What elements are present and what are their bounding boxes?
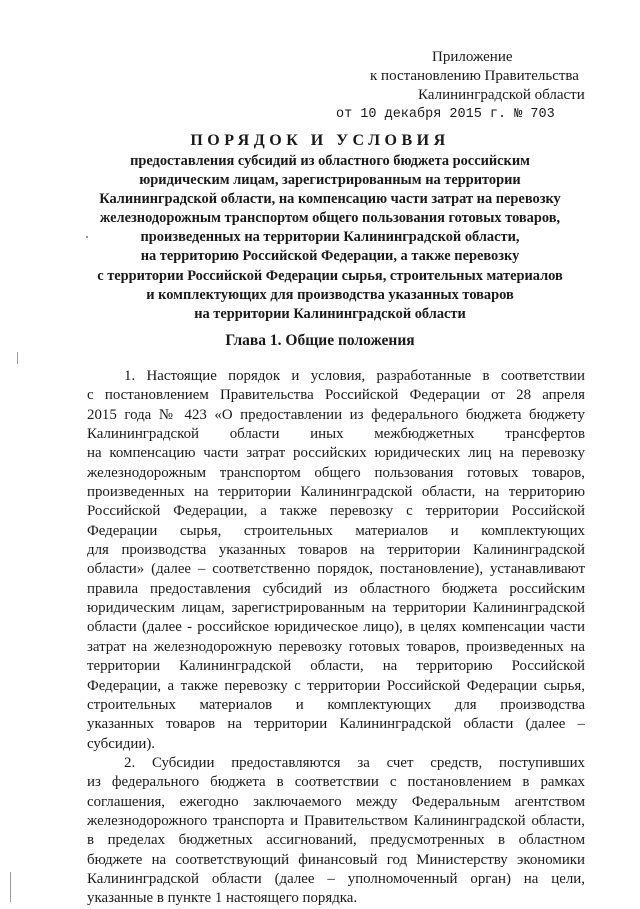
subtitle-line: Калининградской области, на компенсацию части затрат на перевозку: [99, 191, 561, 208]
paragraph-line: затрат на железнодорожную перевозку готовых товаров, произведенных на: [87, 638, 585, 655]
paragraph-line: правила предоставления субсидий из областного бюджета российским: [87, 580, 585, 597]
scan-margin-mark: [10, 872, 11, 902]
appendix-date-number: от 10 декабря 2015 г. № 703: [336, 107, 555, 122]
paragraph-line: соглашения, ежегодно заключаемого между Федеральным агентством: [87, 793, 585, 810]
paragraph-line: на компенсацию части затрат российских юридических лиц на перевозку: [87, 445, 585, 462]
paragraph-line: Российской Федерации, а также перевозку с территории Российской: [87, 503, 585, 520]
subtitle-line: с территории Российской Федерации сырья, строительных материалов: [97, 267, 563, 284]
subtitle-line: юридическим лицам, зарегистрированным на территории: [139, 172, 521, 189]
paragraph-line: для производства указанных товаров на территории Калининградской: [87, 542, 585, 559]
paragraph-line: 2015 года № 423 «О предоставлении из федерального бюджета бюджету: [87, 406, 585, 423]
appendix-decree-ref: к постановлению Правительства: [370, 68, 579, 84]
document-title: ПОРЯДОК И УСЛОВИЯ: [190, 132, 450, 149]
scan-margin-mark: [86, 236, 88, 238]
subtitle-line: произведенных на территории Калининградской области,: [140, 229, 520, 246]
document-subtitle: [70, 152, 590, 324]
appendix-label: Приложение: [432, 49, 513, 65]
paragraph-line: Калининградской области (далее – уполномоченный орган) на цели,: [87, 870, 585, 887]
subtitle-line: железнодорожным транспортом общего пользования готовых товаров,: [99, 210, 561, 227]
appendix-block: [300, 48, 600, 124]
appendix-region: Калининградской области: [418, 87, 585, 103]
paragraph-line: 2. Субсидии предоставляются за счет средств, поступивших: [124, 754, 585, 771]
scan-margin-mark: [17, 352, 18, 364]
paragraph-1: [87, 367, 585, 754]
paragraph-line: из федерального бюджета в соответствии с постановлением в рамках: [87, 774, 585, 791]
paragraph-line: строительных материалов и комплектующих для производства: [87, 696, 585, 713]
paragraph-line: субсидии).: [87, 735, 156, 752]
paragraph-line: области (далее - российское юридическое лицо), в целях компенсации части: [87, 619, 585, 636]
paragraph-line: юридическим лицам, зарегистрированным на территории Калининградской: [87, 600, 585, 617]
paragraph-line: бюджете на соответствующий финансовый год Министерству экономики: [87, 851, 585, 868]
subtitle-line: на территории Калининградской области: [194, 305, 466, 322]
subtitle-line: на территорию Российской Федерации, а также перевозку: [140, 248, 520, 265]
paragraph-line: железнодорожного транспорта и Правительством Калининградской области,: [87, 812, 585, 829]
document-body: [87, 367, 585, 909]
paragraph-line: с постановлением Правительства Российской Федерации от 28 апреля: [87, 387, 585, 404]
subtitle-line: предоставления субсидий из областного бюджета российским: [130, 153, 530, 169]
paragraph-line: 1. Настоящие порядок и условия, разработанные в соответствии: [124, 368, 585, 384]
paragraph-line: железнодорожным транспортом общего пользования готовых товаров,: [87, 464, 585, 481]
paragraph-line: Федерации, а также перевозку с территории Российской Федерации сырья,: [87, 677, 585, 694]
paragraph-line: указанных товаров на территории Калининградской области (далее –: [87, 716, 585, 733]
paragraph-line: произведенных на территории Калининградской области, на территорию: [87, 484, 585, 501]
paragraph-line: области» (далее – соответственно порядок, постановление), устанавливают: [87, 561, 585, 578]
paragraph-line: Федерации сырья, строительных материалов и комплектующих: [87, 522, 585, 539]
chapter-heading: Глава 1. Общие положения: [225, 332, 415, 349]
paragraph-line: указанные в пункте 1 настоящего порядка.: [87, 890, 358, 907]
paragraph-line: в пределах бюджетных ассигнований, предусмотренных в областном: [87, 832, 585, 849]
subtitle-line: и комплектующих для производства указанных товаров: [146, 286, 514, 303]
paragraph-line: Калининградской области иных межбюджетных трансфертов: [87, 426, 585, 443]
paragraph-line: территории Калининградской области, на территорию Российской: [87, 658, 585, 675]
paragraph-2: [87, 754, 585, 909]
